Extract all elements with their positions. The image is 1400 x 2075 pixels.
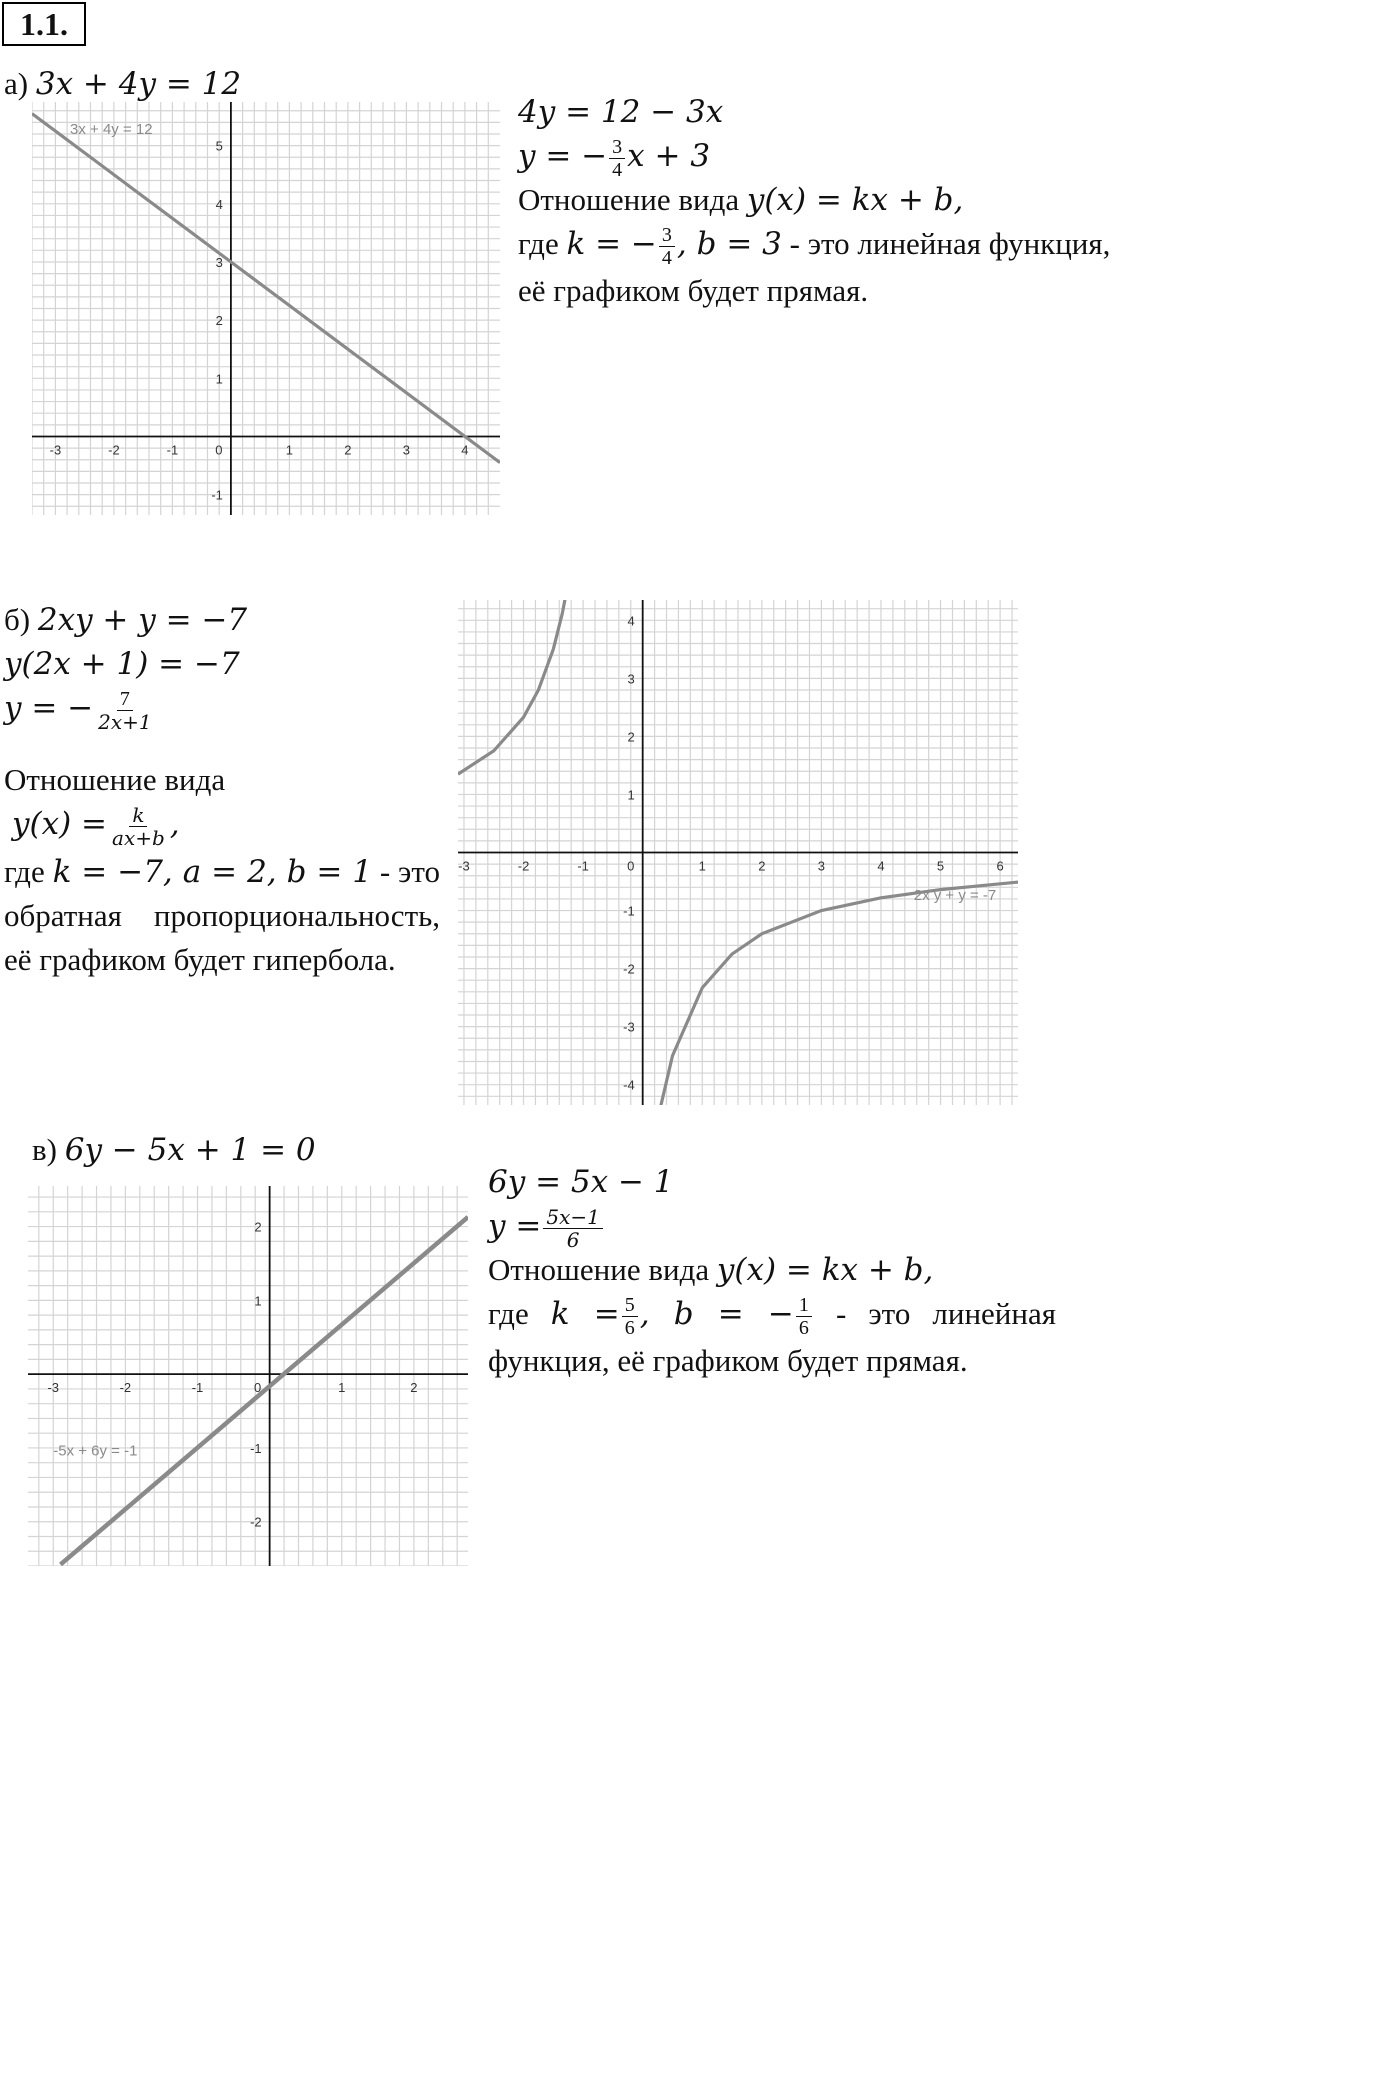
- series-label: 2x y + y = -7: [913, 887, 997, 905]
- punct: ,: [923, 1252, 934, 1288]
- part-b-step2: [4, 686, 440, 735]
- fraction: [109, 804, 168, 849]
- denominator: 6: [798, 1317, 809, 1340]
- fraction: [609, 136, 625, 181]
- x-tick-label: -3: [458, 858, 470, 874]
- part-c-step1: 6y = 5x − 1: [488, 1164, 674, 1200]
- x-tick-label: 2: [410, 1380, 418, 1396]
- x-tick-label: 3: [402, 442, 411, 458]
- denominator: 6: [624, 1317, 635, 1340]
- y-tick-label: 2: [627, 729, 635, 745]
- x-tick-label: 4: [877, 858, 885, 874]
- part-c-line4: [488, 1292, 1056, 1383]
- x-tick-label: 0: [627, 858, 635, 874]
- part-a-solution: [518, 90, 1111, 313]
- y-tick-label: -1: [623, 903, 635, 919]
- part-b-solution: [4, 598, 440, 982]
- part-a-line4: [518, 222, 1111, 270]
- part-b-line3: Отношение вида: [4, 762, 226, 797]
- part-a-line5: её графиком будет прямая.: [518, 273, 869, 309]
- part-b-step1: y(2x + 1) = −7: [4, 646, 240, 682]
- x-tick-label: 3: [817, 858, 826, 874]
- numerator: 1: [796, 1294, 812, 1317]
- formula: k =: [550, 1296, 620, 1332]
- part-a-prefix: а): [4, 66, 29, 101]
- formula: , b = −: [639, 1296, 794, 1332]
- x-tick-label: -2: [119, 1380, 132, 1396]
- x-tick-label: 2: [344, 442, 352, 458]
- x-tick-label: 4: [461, 442, 469, 458]
- formula: y(x) = kx + b: [746, 182, 954, 218]
- fraction: [622, 1294, 638, 1339]
- part-c-equation: 6y − 5x + 1 = 0: [64, 1132, 316, 1168]
- y-tick-label: 3: [215, 254, 223, 270]
- chart-b: [458, 600, 1018, 1105]
- numerator: 5x−1: [543, 1206, 603, 1229]
- part-a-step2-rhs: x + 3: [627, 138, 711, 174]
- denominator: ax+b: [112, 826, 165, 851]
- x-tick-label: 6: [996, 858, 1004, 874]
- y-tick-label: 5: [215, 138, 223, 154]
- x-tick-label: -1: [166, 442, 179, 458]
- part-a-line3: [518, 178, 1058, 222]
- y-tick-label: -1: [250, 1440, 262, 1456]
- y-tick-label: -1: [211, 487, 223, 503]
- part-b-line5: [4, 850, 440, 982]
- text: - это обратная пропорциональность, её графиком будет гипербола.: [4, 854, 441, 977]
- fraction: [95, 688, 155, 733]
- denominator: 4: [612, 159, 623, 182]
- x-tick-label: 1: [698, 858, 706, 874]
- punct: ,: [169, 806, 180, 842]
- x-tick-label: 5: [936, 858, 945, 874]
- fraction: [543, 1206, 603, 1251]
- y-tick-label: 4: [627, 613, 635, 629]
- part-a-step2: [518, 134, 1058, 182]
- numerator: k: [129, 804, 147, 827]
- part-c-step2: [488, 1204, 1056, 1253]
- part-b-prefix: б): [4, 602, 31, 637]
- y-tick-label: 3: [627, 671, 635, 687]
- text: Отношение вида: [518, 182, 747, 217]
- x-tick-label: -2: [108, 442, 120, 458]
- denominator: 2x+1: [98, 710, 152, 735]
- text: где: [488, 1296, 551, 1331]
- text: Отношение вида: [488, 1252, 717, 1287]
- text: где: [4, 854, 53, 889]
- part-a-step1: 4y = 12 − 3x: [518, 94, 724, 130]
- text: - это линейная функция,: [781, 226, 1111, 261]
- x-tick-label: -2: [517, 858, 530, 874]
- x-tick-label: 2: [758, 858, 766, 874]
- y-tick-label: -2: [250, 1514, 262, 1530]
- part-b-step2-lhs: y = −: [4, 690, 94, 726]
- formula: y(x) =: [12, 806, 108, 842]
- fraction: [659, 224, 675, 269]
- x-tick-label: 0: [215, 442, 223, 458]
- numerator: 3: [609, 136, 625, 159]
- x-tick-label: -1: [577, 858, 589, 874]
- formula: y(x) = kx + b: [716, 1252, 924, 1288]
- part-b-heading: [4, 598, 440, 642]
- punct: ,: [953, 182, 964, 218]
- numerator: 3: [659, 224, 675, 247]
- y-tick-label: -4: [623, 1077, 635, 1093]
- numerator: 5: [622, 1294, 638, 1317]
- part-c-heading: [32, 1130, 316, 1170]
- y-tick-label: 4: [215, 196, 223, 212]
- y-tick-label: 2: [215, 313, 223, 329]
- part-a-step2-lhs: y = −: [518, 138, 608, 174]
- denominator: 6: [566, 1228, 580, 1253]
- chart-a: [32, 102, 500, 515]
- text: - это линейная функция, её графиком будет прямая.: [488, 1296, 1056, 1379]
- part-b-line4: [4, 802, 440, 850]
- x-tick-label: -1: [191, 1380, 204, 1396]
- y-tick-label: 1: [215, 371, 223, 387]
- denominator: 4: [661, 247, 672, 270]
- x-tick-label: 1: [285, 442, 294, 458]
- part-c-step2-lhs: y =: [488, 1208, 542, 1244]
- y-tick-label: 1: [627, 787, 635, 803]
- numerator: 7: [117, 688, 133, 711]
- x-tick-label: 1: [338, 1380, 346, 1396]
- y-tick-label: -2: [623, 961, 635, 977]
- fraction: [796, 1294, 812, 1339]
- formula: k = −7, a = 2, b = 1: [52, 854, 373, 890]
- chart-c: [28, 1186, 468, 1566]
- part-c-prefix: в): [32, 1132, 57, 1167]
- part-a-heading: [4, 64, 241, 104]
- y-tick-label: 2: [254, 1219, 262, 1235]
- part-c-line3: [488, 1248, 1056, 1292]
- y-tick-label: 1: [254, 1293, 262, 1309]
- formula: k = −: [566, 226, 657, 262]
- formula: , b = 3: [676, 226, 782, 262]
- y-tick-label: -3: [623, 1019, 635, 1035]
- part-c-solution: [488, 1160, 1056, 1383]
- series-label: 3x + 4y = 12: [70, 120, 153, 138]
- part-b-equation: 2xy + y = −7: [37, 602, 248, 638]
- series-label: -5x + 6y = -1: [53, 1442, 138, 1460]
- part-a-equation: 3x + 4y = 12: [35, 66, 242, 102]
- problem-number: 1.1.: [2, 2, 86, 46]
- x-tick-label: -3: [49, 442, 62, 458]
- x-tick-label: 0: [254, 1380, 262, 1396]
- x-tick-label: -3: [47, 1380, 60, 1396]
- text: где: [518, 226, 567, 261]
